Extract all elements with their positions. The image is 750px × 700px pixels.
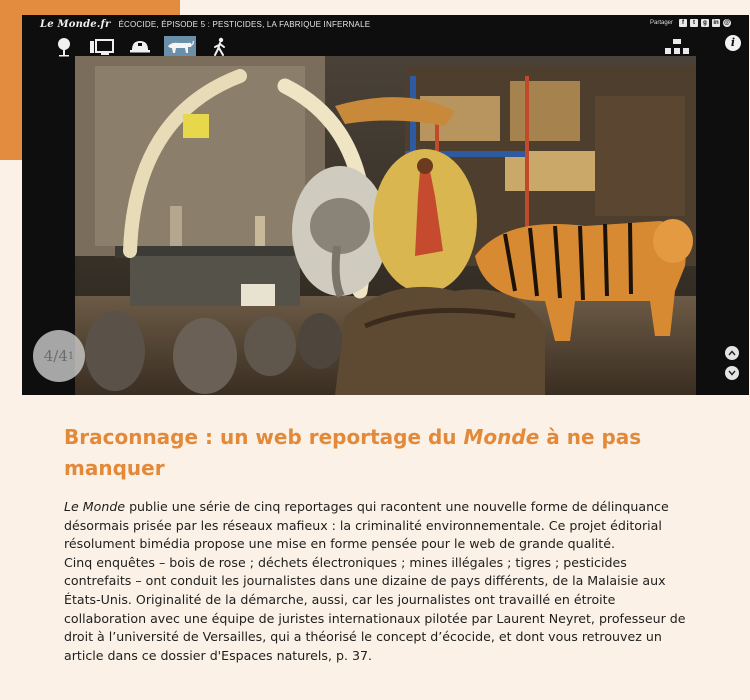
episode-nav	[50, 36, 234, 58]
episode-title: ÉCOCIDE, ÉPISODE 5 : PESTICIDES, LA FABRIQUE INFERNALE	[118, 19, 371, 29]
le-monde-logo[interactable]: Le Monde.fr	[40, 18, 111, 30]
slide-current: 4/4	[43, 347, 68, 365]
share-bar	[650, 19, 731, 27]
electronics-icon[interactable]	[88, 37, 116, 57]
linkedin-icon[interactable]: in	[713, 20, 719, 26]
viewer-topbar	[22, 15, 749, 33]
info-icon[interactable]: i	[725, 35, 741, 51]
walking-person-icon[interactable]	[206, 37, 234, 57]
facebook-icon[interactable]: f	[679, 19, 687, 27]
webdoc-viewer	[22, 15, 749, 395]
paragraph-2: Cinq enquêtes – bois de rose ; déchets électroniques ; mines illégales ; tigres ; pesticides contrefaits – ont conduit les journalistes dans une dizaine de pays différents, de la Malaisie aux États-Unis. Originalité de la démarche, aussi, car les journalistes ont travaillé en étroite collaboration avec une équipe de juristes internationaux pilotée par Laurent Neyret, professeur de droit à l’université de Versailles, qui a théorisé le concept d’écocide, et dont vous retrouvez un article dans ce dossier d'Espaces naturels, p. 37.	[64, 554, 686, 663]
paragraph-1-italic: Le Monde	[64, 499, 126, 514]
chevron-down-icon[interactable]	[725, 366, 739, 380]
twitter-icon[interactable]: t	[690, 19, 698, 27]
slide-total: 1	[67, 350, 75, 362]
paragraph-1-text: publie une série de cinq reportages qui racontent une nouvelle forme de délinquance désormais prisée par les réseaux mafieux : la criminalité environnementale. Ce projet éditorial résolument bimédia propose une mise en forme pensée pour le web de grande qualité.	[64, 499, 669, 552]
google-plus-icon[interactable]: g	[701, 19, 709, 27]
article-body	[64, 498, 694, 665]
slide-counter	[33, 330, 85, 382]
chevron-up-icon[interactable]	[725, 346, 739, 360]
headline-part-1: Braconnage : un web reportage du	[64, 425, 464, 449]
article-headline	[64, 422, 694, 484]
headline-part-2: à ne pas manquer	[64, 425, 642, 480]
mine-helmet-icon[interactable]	[126, 37, 154, 57]
paragraph-1	[64, 498, 694, 554]
email-icon[interactable]: @	[724, 20, 730, 26]
poached-wildlife-warehouse-photo	[75, 56, 696, 395]
article	[64, 422, 694, 665]
headline-italic: Monde	[463, 425, 540, 449]
share-label: Partager	[649, 20, 673, 26]
tiger-icon[interactable]	[164, 36, 196, 58]
tree-icon[interactable]	[50, 37, 78, 57]
